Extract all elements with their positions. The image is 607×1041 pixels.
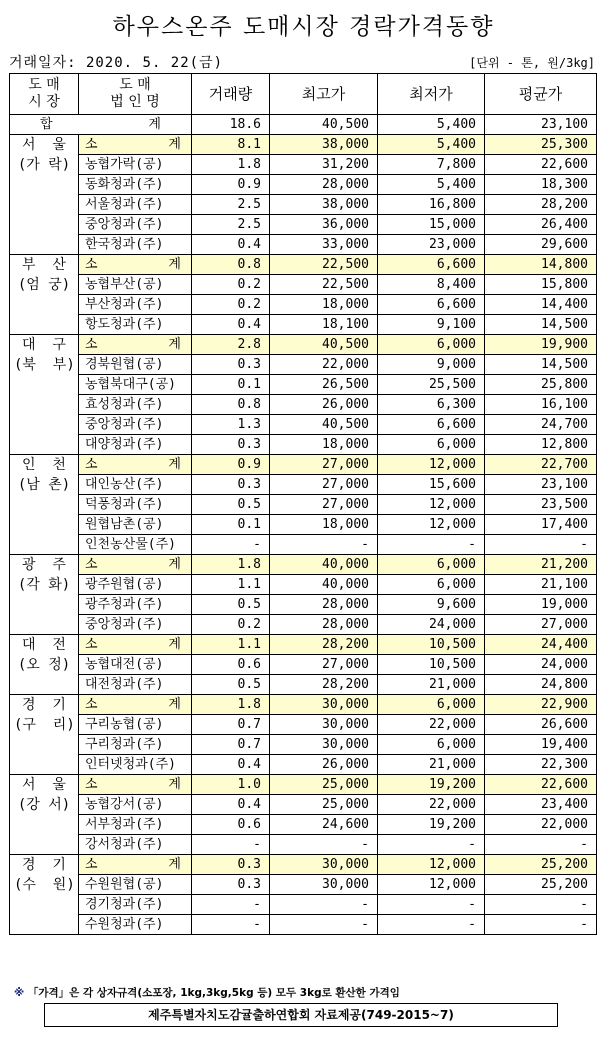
min-price-cell: 5,400 xyxy=(378,175,485,195)
table-row xyxy=(10,875,597,895)
max-price-cell: 26,500 xyxy=(270,375,378,395)
volume-cell: - xyxy=(192,835,270,855)
corp-name: 광주청과(주) xyxy=(79,595,192,615)
table-row xyxy=(10,675,597,695)
volume-cell: - xyxy=(192,915,270,935)
volume-cell: 0.4 xyxy=(192,755,270,775)
max-price-cell: - xyxy=(270,895,378,915)
volume-cell: 1.0 xyxy=(192,775,270,795)
table-row xyxy=(10,235,597,255)
volume-cell: 0.5 xyxy=(192,595,270,615)
avg-price-cell: - xyxy=(485,915,597,935)
header-row xyxy=(10,74,597,115)
total-row xyxy=(10,115,597,135)
avg-price-cell: 23,100 xyxy=(485,475,597,495)
market-cell xyxy=(10,335,79,455)
max-price-cell: 28,200 xyxy=(270,675,378,695)
avg-price-cell: 14,400 xyxy=(485,295,597,315)
min-price-cell: 6,000 xyxy=(378,335,485,355)
min-price-cell: 24,000 xyxy=(378,615,485,635)
volume-cell: 0.4 xyxy=(192,315,270,335)
max-price-cell: 40,500 xyxy=(270,415,378,435)
avg-price-cell: 24,700 xyxy=(485,415,597,435)
volume-cell: 0.3 xyxy=(192,355,270,375)
volume-cell: 2.5 xyxy=(192,215,270,235)
min-price-cell: 23,000 xyxy=(378,235,485,255)
total-volume: 18.6 xyxy=(192,115,270,135)
volume-cell: 1.1 xyxy=(192,575,270,595)
corp-name: 덕풍청과(주) xyxy=(79,495,192,515)
max-price-cell: 28,000 xyxy=(270,175,378,195)
volume-cell: 0.3 xyxy=(192,435,270,455)
corp-name: 부산청과(주) xyxy=(79,295,192,315)
corp-name: 서울청과(주) xyxy=(79,195,192,215)
volume-cell: - xyxy=(192,895,270,915)
max-price-cell: 30,000 xyxy=(270,875,378,895)
header-market-line1: 도 매 xyxy=(28,77,60,93)
volume-cell: 1.1 xyxy=(192,635,270,655)
market-name: 부 산 xyxy=(22,257,66,273)
min-price-cell: 12,000 xyxy=(378,495,485,515)
min-price-cell: - xyxy=(378,895,485,915)
volume-cell: - xyxy=(192,535,270,555)
avg-price-cell: 22,000 xyxy=(485,815,597,835)
table-row xyxy=(10,175,597,195)
min-price-cell: 6,600 xyxy=(378,295,485,315)
corp-name: 농협부산(공) xyxy=(79,275,192,295)
corp-name: 광주원협(공) xyxy=(79,575,192,595)
corp-name: 소 계 xyxy=(79,555,192,575)
max-price-cell: 27,000 xyxy=(270,495,378,515)
table-row xyxy=(10,535,597,555)
market-area: (북 부) xyxy=(14,357,75,373)
max-price-cell: - xyxy=(270,535,378,555)
corp-name: 중앙청과(주) xyxy=(79,415,192,435)
min-price-cell: 19,200 xyxy=(378,775,485,795)
corp-name: 농협가락(공) xyxy=(79,155,192,175)
volume-cell: 0.9 xyxy=(192,455,270,475)
corp-name: 경기청과(주) xyxy=(79,895,192,915)
footnote-text: 「가격」은 각 상자규격(소포장, 1kg,3kg,5kg 등) 모두 3kg로 환산한 가격임 xyxy=(27,987,400,999)
volume-cell: 0.2 xyxy=(192,275,270,295)
avg-price-cell: 15,800 xyxy=(485,275,597,295)
min-price-cell: - xyxy=(378,915,485,935)
min-price-cell: - xyxy=(378,535,485,555)
min-price-cell: 6,000 xyxy=(378,695,485,715)
volume-cell: 0.1 xyxy=(192,515,270,535)
min-price-cell: 12,000 xyxy=(378,515,485,535)
total-avg: 23,100 xyxy=(485,115,597,135)
max-price-cell: 24,600 xyxy=(270,815,378,835)
max-price-cell: 33,000 xyxy=(270,235,378,255)
table-row xyxy=(10,895,597,915)
subtotal-row xyxy=(10,555,597,575)
avg-price-cell: - xyxy=(485,835,597,855)
corp-name: 대양청과(주) xyxy=(79,435,192,455)
min-price-cell: 6,600 xyxy=(378,255,485,275)
avg-price-cell: 14,800 xyxy=(485,255,597,275)
unit-note: [단위 - 톤, 원/3kg] xyxy=(469,56,595,70)
table-row xyxy=(10,315,597,335)
header-corp-line1: 도 매 xyxy=(119,77,151,93)
table-row xyxy=(10,815,597,835)
max-price-cell: 27,000 xyxy=(270,475,378,495)
volume-cell: 0.3 xyxy=(192,475,270,495)
corp-name: 중앙청과(주) xyxy=(79,615,192,635)
corp-name: 수원원협(공) xyxy=(79,875,192,895)
corp-name: 구리농협(공) xyxy=(79,715,192,735)
avg-price-cell: 24,800 xyxy=(485,675,597,695)
max-price-cell: 28,000 xyxy=(270,595,378,615)
volume-cell: 0.7 xyxy=(192,735,270,755)
header-max: 최고가 xyxy=(270,74,378,115)
corp-name: 중앙청과(주) xyxy=(79,215,192,235)
max-price-cell: 18,000 xyxy=(270,515,378,535)
corp-name: 서부청과(주) xyxy=(79,815,192,835)
avg-price-cell: 18,300 xyxy=(485,175,597,195)
max-price-cell: 38,000 xyxy=(270,195,378,215)
volume-cell: 0.6 xyxy=(192,655,270,675)
avg-price-cell: 25,200 xyxy=(485,875,597,895)
corp-name: 강서청과(주) xyxy=(79,835,192,855)
avg-price-cell: 16,100 xyxy=(485,395,597,415)
market-area: (강 서) xyxy=(17,797,71,813)
corp-name: 대전청과(주) xyxy=(79,675,192,695)
corp-name: 소 계 xyxy=(79,255,192,275)
min-price-cell: 7,800 xyxy=(378,155,485,175)
table-row xyxy=(10,475,597,495)
min-price-cell: 6,000 xyxy=(378,575,485,595)
max-price-cell: 40,000 xyxy=(270,575,378,595)
table-row xyxy=(10,435,597,455)
avg-price-cell: 24,400 xyxy=(485,635,597,655)
max-price-cell: - xyxy=(270,915,378,935)
table-row xyxy=(10,595,597,615)
volume-cell: 0.6 xyxy=(192,815,270,835)
volume-cell: 1.3 xyxy=(192,415,270,435)
min-price-cell: 15,000 xyxy=(378,215,485,235)
table-row xyxy=(10,655,597,675)
volume-cell: 0.2 xyxy=(192,615,270,635)
avg-price-cell: 22,700 xyxy=(485,455,597,475)
min-price-cell: 12,000 xyxy=(378,875,485,895)
max-price-cell: 40,500 xyxy=(270,335,378,355)
subtotal-row xyxy=(10,635,597,655)
header-corp xyxy=(79,74,192,115)
subtotal-row xyxy=(10,255,597,275)
subtotal-row xyxy=(10,855,597,875)
corp-name: 농협대전(공) xyxy=(79,655,192,675)
min-price-cell: 6,000 xyxy=(378,555,485,575)
avg-price-cell: 27,000 xyxy=(485,615,597,635)
header-market xyxy=(10,74,79,115)
market-area: (가 락) xyxy=(17,157,71,173)
avg-price-cell: 19,000 xyxy=(485,595,597,615)
avg-price-cell: 21,100 xyxy=(485,575,597,595)
corp-name: 항도청과(주) xyxy=(79,315,192,335)
max-price-cell: 30,000 xyxy=(270,735,378,755)
max-price-cell: 28,000 xyxy=(270,615,378,635)
subtotal-row xyxy=(10,135,597,155)
volume-cell: 0.3 xyxy=(192,855,270,875)
volume-cell: 8.1 xyxy=(192,135,270,155)
min-price-cell: 9,100 xyxy=(378,315,485,335)
min-price-cell: 16,800 xyxy=(378,195,485,215)
avg-price-cell: 25,800 xyxy=(485,375,597,395)
market-name: 경 기 xyxy=(22,857,66,873)
market-name: 경 기 xyxy=(22,697,66,713)
page-title: 하우스온주 도매시장 경락가격동향 xyxy=(112,14,495,40)
table-row xyxy=(10,735,597,755)
avg-price-cell: 12,800 xyxy=(485,435,597,455)
volume-cell: 0.7 xyxy=(192,715,270,735)
min-price-cell: 10,500 xyxy=(378,655,485,675)
volume-cell: 0.5 xyxy=(192,495,270,515)
volume-cell: 0.8 xyxy=(192,255,270,275)
corp-name: 인천농산물(주) xyxy=(79,535,192,555)
table-row xyxy=(10,795,597,815)
table-row xyxy=(10,395,597,415)
volume-cell: 0.3 xyxy=(192,875,270,895)
table-row xyxy=(10,355,597,375)
min-price-cell: 15,600 xyxy=(378,475,485,495)
corp-name: 소 계 xyxy=(79,695,192,715)
market-area: (각 화) xyxy=(17,577,71,593)
min-price-cell: 22,000 xyxy=(378,795,485,815)
max-price-cell: 38,000 xyxy=(270,135,378,155)
total-label: 합 계 xyxy=(10,115,192,135)
min-price-cell: 25,500 xyxy=(378,375,485,395)
max-price-cell: 22,500 xyxy=(270,275,378,295)
corp-name: 효성청과(주) xyxy=(79,395,192,415)
max-price-cell: 40,000 xyxy=(270,555,378,575)
market-area: (오 정) xyxy=(17,657,71,673)
corp-name: 소 계 xyxy=(79,135,192,155)
min-price-cell: 6,000 xyxy=(378,435,485,455)
avg-price-cell: 24,000 xyxy=(485,655,597,675)
min-price-cell: 21,000 xyxy=(378,755,485,775)
max-price-cell: 28,200 xyxy=(270,635,378,655)
corp-name: 원협남촌(공) xyxy=(79,515,192,535)
volume-cell: 0.1 xyxy=(192,375,270,395)
min-price-cell: 6,300 xyxy=(378,395,485,415)
avg-price-cell: 22,300 xyxy=(485,755,597,775)
max-price-cell: 18,100 xyxy=(270,315,378,335)
corp-name: 동화청과(주) xyxy=(79,175,192,195)
market-name: 서 울 xyxy=(22,137,66,153)
table-body xyxy=(10,115,597,935)
market-name: 서 울 xyxy=(22,777,66,793)
volume-cell: 2.8 xyxy=(192,335,270,355)
corp-name: 소 계 xyxy=(79,335,192,355)
corp-name: 소 계 xyxy=(79,455,192,475)
table-row xyxy=(10,155,597,175)
price-table xyxy=(9,73,597,935)
market-cell xyxy=(10,775,79,855)
footnote-mark: ※ xyxy=(14,987,25,999)
min-price-cell: 19,200 xyxy=(378,815,485,835)
volume-cell: 0.4 xyxy=(192,795,270,815)
min-price-cell: 12,000 xyxy=(378,855,485,875)
volume-cell: 0.5 xyxy=(192,675,270,695)
avg-price-cell: 29,600 xyxy=(485,235,597,255)
market-cell xyxy=(10,135,79,255)
avg-price-cell: 26,400 xyxy=(485,215,597,235)
table-row xyxy=(10,275,597,295)
market-name: 대 구 xyxy=(22,337,66,353)
table-row xyxy=(10,195,597,215)
min-price-cell: - xyxy=(378,835,485,855)
min-price-cell: 10,500 xyxy=(378,635,485,655)
max-price-cell: 25,000 xyxy=(270,775,378,795)
volume-cell: 0.4 xyxy=(192,235,270,255)
volume-cell: 1.8 xyxy=(192,555,270,575)
market-area: (남 촌) xyxy=(17,477,71,493)
corp-name: 수원청과(주) xyxy=(79,915,192,935)
header-volume: 거래량 xyxy=(192,74,270,115)
subtotal-row xyxy=(10,695,597,715)
corp-name: 한국청과(주) xyxy=(79,235,192,255)
max-price-cell: - xyxy=(270,835,378,855)
volume-cell: 0.2 xyxy=(192,295,270,315)
max-price-cell: 30,000 xyxy=(270,855,378,875)
min-price-cell: 22,000 xyxy=(378,715,485,735)
avg-price-cell: 14,500 xyxy=(485,315,597,335)
min-price-cell: 9,600 xyxy=(378,595,485,615)
max-price-cell: 31,200 xyxy=(270,155,378,175)
avg-price-cell: 25,200 xyxy=(485,855,597,875)
max-price-cell: 18,000 xyxy=(270,295,378,315)
subtotal-row xyxy=(10,455,597,475)
header-min: 최저가 xyxy=(378,74,485,115)
max-price-cell: 18,000 xyxy=(270,435,378,455)
volume-cell: 0.8 xyxy=(192,395,270,415)
corp-name: 소 계 xyxy=(79,855,192,875)
corp-name: 소 계 xyxy=(79,775,192,795)
avg-price-cell: - xyxy=(485,895,597,915)
avg-price-cell: 22,600 xyxy=(485,775,597,795)
market-area: (엄 궁) xyxy=(17,277,71,293)
avg-price-cell: 14,500 xyxy=(485,355,597,375)
max-price-cell: 25,000 xyxy=(270,795,378,815)
min-price-cell: 9,000 xyxy=(378,355,485,375)
avg-price-cell: 28,200 xyxy=(485,195,597,215)
volume-cell: 1.8 xyxy=(192,155,270,175)
volume-cell: 1.8 xyxy=(192,695,270,715)
market-name: 인 천 xyxy=(22,457,66,473)
min-price-cell: 8,400 xyxy=(378,275,485,295)
market-name: 광 주 xyxy=(22,557,66,573)
table-row xyxy=(10,915,597,935)
header-avg: 평균가 xyxy=(485,74,597,115)
avg-price-cell: 23,500 xyxy=(485,495,597,515)
corp-name: 경북원협(공) xyxy=(79,355,192,375)
corp-name: 인터넷청과(주) xyxy=(79,755,192,775)
avg-price-cell: 19,400 xyxy=(485,735,597,755)
total-max: 40,500 xyxy=(270,115,378,135)
footnote xyxy=(14,985,400,1000)
table-row xyxy=(10,615,597,635)
max-price-cell: 22,000 xyxy=(270,355,378,375)
max-price-cell: 27,000 xyxy=(270,655,378,675)
min-price-cell: 21,000 xyxy=(378,675,485,695)
table-row xyxy=(10,295,597,315)
trade-date: 거래일자: 2020. 5. 22(금) xyxy=(9,55,224,71)
avg-price-cell: 21,200 xyxy=(485,555,597,575)
corp-name: 대인농산(주) xyxy=(79,475,192,495)
avg-price-cell: 23,400 xyxy=(485,795,597,815)
max-price-cell: 30,000 xyxy=(270,695,378,715)
table-row xyxy=(10,415,597,435)
max-price-cell: 30,000 xyxy=(270,715,378,735)
volume-cell: 0.9 xyxy=(192,175,270,195)
market-name: 대 전 xyxy=(22,637,66,653)
avg-price-cell: 17,400 xyxy=(485,515,597,535)
table-row xyxy=(10,375,597,395)
table-row xyxy=(10,495,597,515)
corp-name: 구리청과(주) xyxy=(79,735,192,755)
max-price-cell: 22,500 xyxy=(270,255,378,275)
table-row xyxy=(10,835,597,855)
max-price-cell: 36,000 xyxy=(270,215,378,235)
corp-name: 소 계 xyxy=(79,635,192,655)
header-corp-line2: 법 인 명 xyxy=(110,94,160,110)
volume-cell: 2.5 xyxy=(192,195,270,215)
avg-price-cell: 22,900 xyxy=(485,695,597,715)
market-cell xyxy=(10,635,79,695)
avg-price-cell: 25,300 xyxy=(485,135,597,155)
market-cell xyxy=(10,455,79,555)
market-cell xyxy=(10,555,79,635)
max-price-cell: 26,000 xyxy=(270,395,378,415)
table-row xyxy=(10,575,597,595)
min-price-cell: 6,600 xyxy=(378,415,485,435)
market-area: (구 리) xyxy=(14,717,75,733)
market-cell xyxy=(10,695,79,775)
market-area: (수 원) xyxy=(14,877,75,893)
avg-price-cell: 19,900 xyxy=(485,335,597,355)
min-price-cell: 6,000 xyxy=(378,735,485,755)
subtotal-row xyxy=(10,335,597,355)
source-box: 제주특별자치도감귤출하연합회 자료제공(749-2015~7) xyxy=(44,1003,558,1027)
market-cell xyxy=(10,855,79,935)
table-row xyxy=(10,755,597,775)
avg-price-cell: 26,600 xyxy=(485,715,597,735)
corp-name: 농협북대구(공) xyxy=(79,375,192,395)
min-price-cell: 5,400 xyxy=(378,135,485,155)
avg-price-cell: - xyxy=(485,535,597,555)
min-price-cell: 12,000 xyxy=(378,455,485,475)
total-min: 5,400 xyxy=(378,115,485,135)
table-row xyxy=(10,515,597,535)
avg-price-cell: 22,600 xyxy=(485,155,597,175)
table-row xyxy=(10,215,597,235)
header-market-line2: 시 장 xyxy=(28,94,60,110)
max-price-cell: 27,000 xyxy=(270,455,378,475)
subtotal-row xyxy=(10,775,597,795)
table-row xyxy=(10,715,597,735)
corp-name: 농협강서(공) xyxy=(79,795,192,815)
market-cell xyxy=(10,255,79,335)
max-price-cell: 26,000 xyxy=(270,755,378,775)
